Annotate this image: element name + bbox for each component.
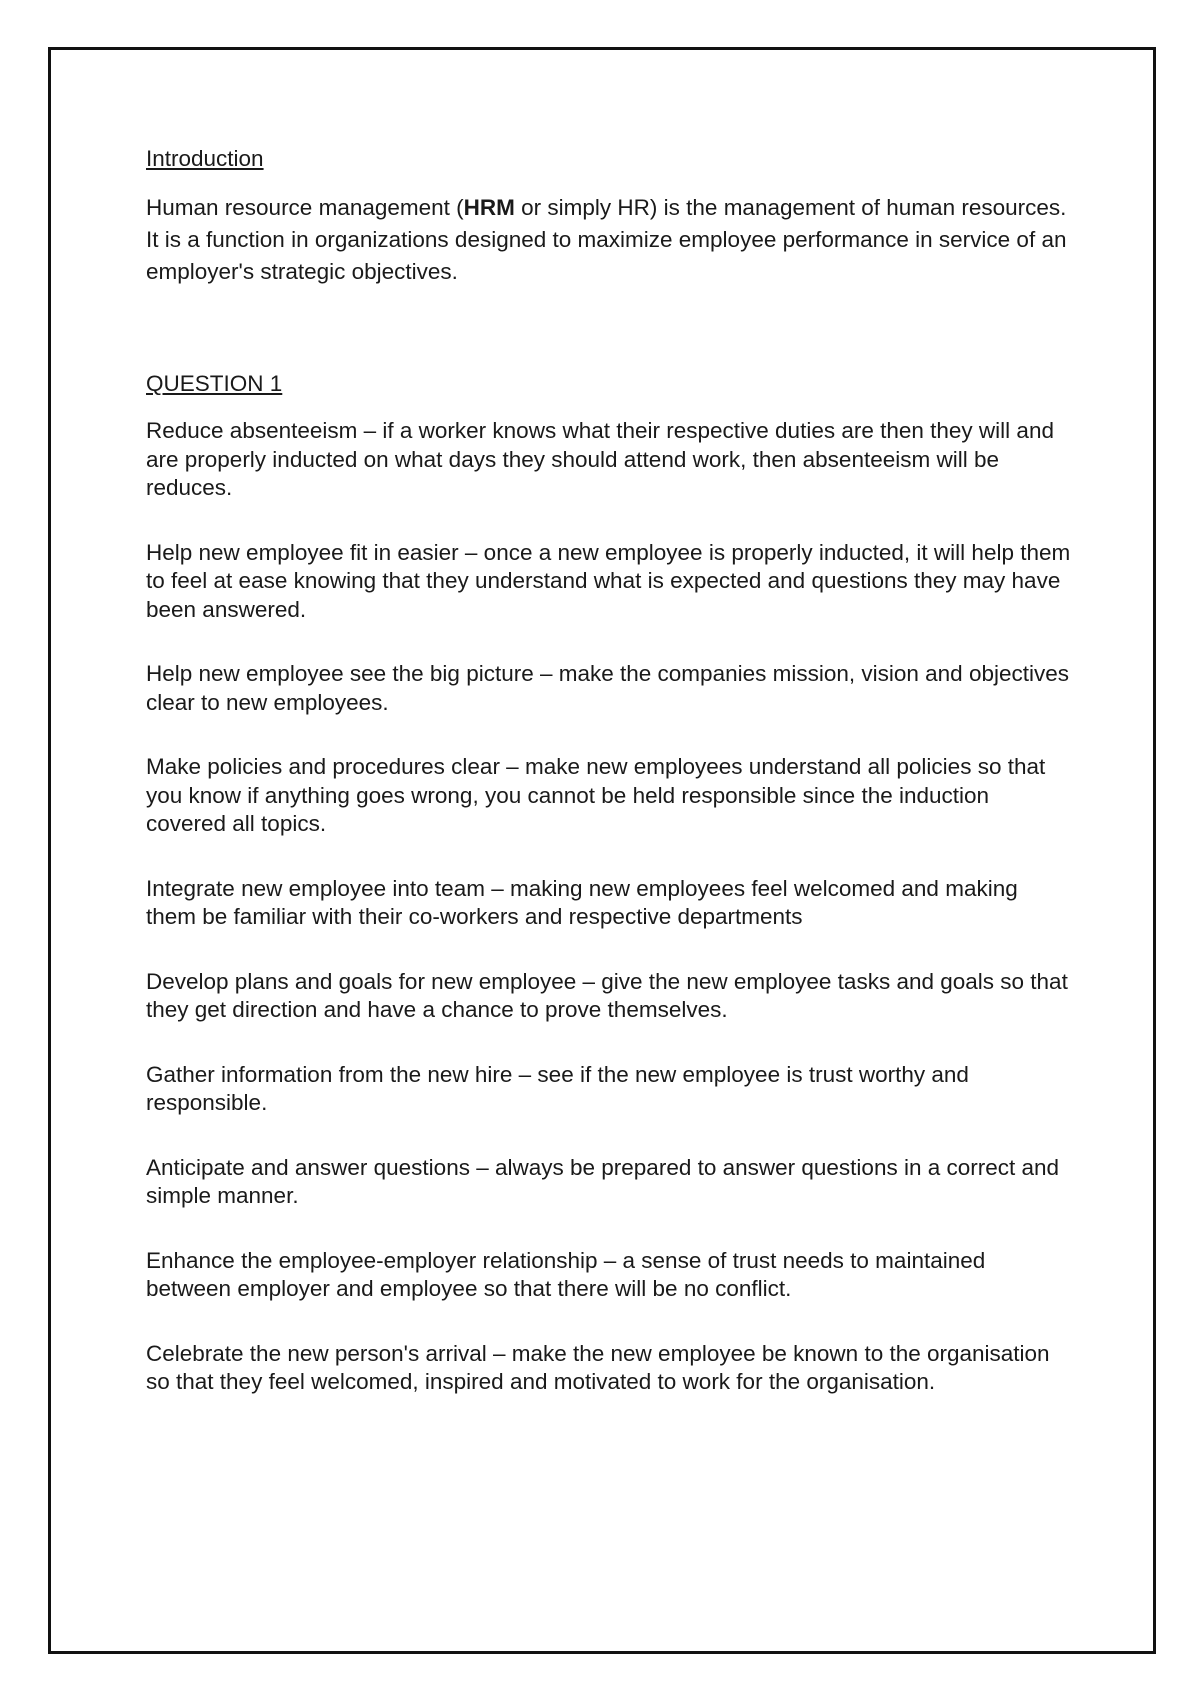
point-paragraph: Help new employee fit in easier – once a new employee is properly inducted, it will help them to feel at ease knowing that they understand what is expected and questions they may have been answered.	[146, 539, 1071, 622]
point-paragraph: Integrate new employee into team – making new employees feel welcomed and making them be familiar with their co-workers and respective departments	[146, 875, 1018, 929]
question-1-heading: QUESTION 1	[146, 371, 283, 396]
point-paragraph: Reduce absenteeism – if a worker knows what their respective duties are then they will and are properly inducted on what days they should attend work, then absenteeism will be reduces.	[146, 418, 1054, 500]
point-paragraph: Gather information from the new hire – see if the new employee is trust worthy and responsible.	[146, 1061, 969, 1115]
hrm-term: HRM	[463, 195, 515, 220]
point-paragraph: Celebrate the new person's arrival – make the new employee be known to the organisation so that they feel welcomed, inspired and motivated to work for the organisation.	[146, 1340, 1050, 1394]
point-paragraph: Anticipate and answer questions – always be prepared to answer questions in a correct and simple manner.	[146, 1154, 1060, 1208]
point-paragraph: Enhance the employee-employer relationship – a sense of trust needs to maintained between employer and employee so that there will be no conflict.	[146, 1247, 986, 1301]
document-body	[146, 143, 1071, 1433]
point-paragraph: Develop plans and goals for new employee – give the new employee tasks and goals so that they get direction and have a chance to prove themselves.	[146, 968, 1068, 1022]
point-paragraph: Help new employee see the big picture – make the companies mission, vision and objectives clear to new employees.	[146, 661, 1069, 715]
introduction-paragraph	[146, 192, 1071, 288]
intro-text-end: or simply HR) is the management of human resources. It is a function in organizations designed to maximize employee performance in service of an employer's strategic objectives.	[146, 195, 1067, 284]
introduction-heading: Introduction	[146, 146, 264, 171]
point-paragraph: Make policies and procedures clear – make new employees understand all policies so that you know if anything goes wrong, you cannot be held responsible since the induction covered all topics.	[146, 754, 1046, 836]
question-1-points	[146, 417, 1071, 1397]
intro-text-start: Human resource management (	[146, 195, 464, 220]
